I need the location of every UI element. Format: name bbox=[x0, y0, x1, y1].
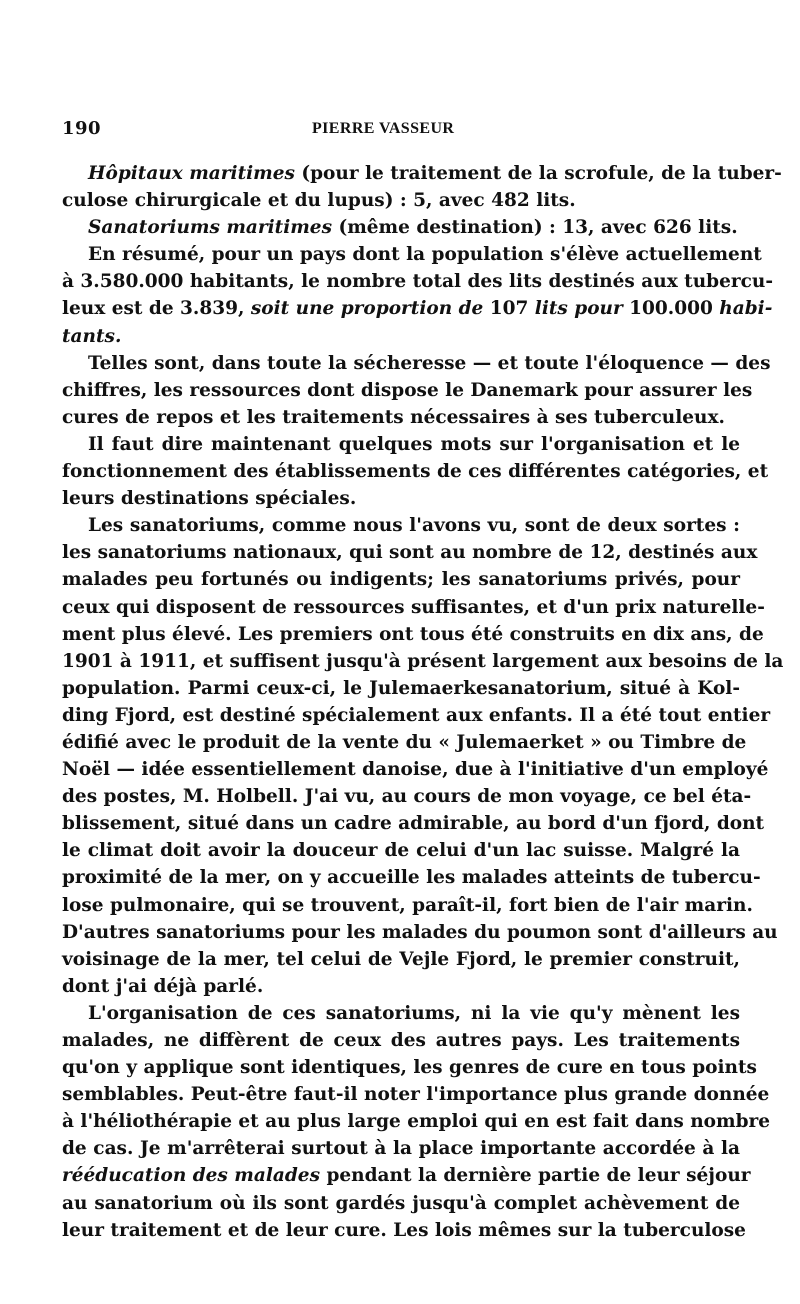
text-run: population. Parmi ceux-ci, le Julemaerkesanatorium, situé à Kol- bbox=[62, 677, 740, 699]
text-line bbox=[62, 648, 784, 675]
text-line bbox=[62, 458, 769, 485]
text-run: Telles sont, dans toute la sécheresse — et toute l'éloquence — des bbox=[88, 352, 771, 374]
text-run: le climat doit avoir la douceur de celui d'un lac suisse. Malgré la bbox=[62, 840, 740, 862]
italic-text: rééducation des malades bbox=[62, 1165, 320, 1187]
text-line bbox=[62, 1027, 740, 1054]
italic-text: habi- bbox=[719, 298, 773, 320]
text-line bbox=[62, 675, 740, 702]
text-run: ding Fjord, est destiné spécialement aux enfants. Il a été tout entier bbox=[62, 704, 771, 726]
text-line bbox=[62, 919, 778, 946]
text-run: proximité de la mer, on y accueille les malades atteints de tubercu- bbox=[62, 867, 761, 889]
text-run: ment plus élevé. Les premiers ont tous été construits en dix ans, de bbox=[62, 623, 764, 645]
text-line bbox=[62, 1162, 751, 1189]
text-run: Les sanatoriums, comme nous l'avons vu, sont de deux sortes : bbox=[88, 515, 740, 537]
text-line bbox=[62, 973, 740, 1000]
italic-text: Hôpitaux maritimes bbox=[88, 163, 295, 184]
text-run: cures de repos et les traitements nécessaires à ses tuberculeux. bbox=[62, 406, 725, 428]
text-run: leur traitement et de leur cure. Les lois mêmes sur la tuberculose bbox=[62, 1219, 746, 1241]
running-head bbox=[62, 118, 740, 146]
text-run: édifié avec le produit de la vente du « Julemaerket » ou Timbre de bbox=[62, 731, 747, 753]
text-run: lose pulmonaire, qui se trouvent, paraît-il, fort bien de l'air marin. bbox=[62, 894, 753, 916]
text-line bbox=[62, 1081, 770, 1108]
text-line bbox=[62, 431, 740, 458]
text-run: leurs destinations spéciales. bbox=[62, 488, 357, 510]
text-run: (même destination) : 13, avec 626 lits. bbox=[332, 217, 738, 239]
text-line bbox=[62, 837, 740, 864]
text-line bbox=[62, 187, 740, 214]
text-run: En résumé, pour un pays dont la population s'élève actuellement bbox=[88, 244, 762, 266]
text-run: Il faut dire maintenant quelques mots sur l'organisation et le bbox=[88, 433, 740, 455]
text-run: D'autres sanatoriums pour les malades du poumon sont d'ailleurs au bbox=[62, 921, 778, 943]
text-run: 107 bbox=[483, 298, 535, 320]
text-line bbox=[62, 350, 771, 377]
text-run: à l'héliothérapie et au plus large emploi qui en est fait dans nombre bbox=[62, 1111, 771, 1133]
text-run: de cas. Je m'arrêterai surtout à la place importante accordée à la bbox=[62, 1138, 740, 1160]
text-line bbox=[62, 160, 782, 187]
text-run: blissement, situé dans un cadre admirable, au bord d'un fjord, dont bbox=[62, 813, 765, 835]
text-run: à 3.580.000 habitants, le nombre total des lits destinés aux tubercu- bbox=[62, 271, 774, 293]
text-line bbox=[62, 377, 753, 404]
text-line bbox=[62, 295, 773, 322]
text-line bbox=[62, 783, 752, 810]
page-number: 190 bbox=[62, 118, 102, 139]
text-line bbox=[62, 323, 740, 350]
text-line bbox=[62, 702, 771, 729]
text-line bbox=[62, 1217, 746, 1244]
text-run: culose chirurgicale et du lupus) : 5, avec 482 lits. bbox=[62, 190, 576, 212]
text-run: pendant la dernière partie de leur séjour bbox=[320, 1165, 751, 1187]
text-run: leux est de 3.839, bbox=[62, 298, 251, 320]
text-run: malades peu fortunés ou indigents; les sanatoriums privés, pour bbox=[62, 569, 740, 591]
text-line bbox=[62, 566, 740, 593]
text-line bbox=[62, 404, 740, 431]
text-line bbox=[62, 756, 769, 783]
text-run: qu'on y applique sont identiques, les genres de cure en tous points bbox=[62, 1057, 757, 1079]
italic-text: soit une proportion de bbox=[250, 298, 484, 320]
text-run: les sanatoriums nationaux, qui sont au nombre de 12, destinés aux bbox=[62, 542, 758, 564]
text-line bbox=[62, 810, 765, 837]
body-text bbox=[62, 160, 784, 1244]
text-line bbox=[62, 268, 774, 295]
text-run: 100.000 bbox=[622, 298, 720, 320]
text-run: ceux qui disposent de ressources suffisantes, et d'un prix naturelle- bbox=[62, 596, 765, 618]
text-line bbox=[62, 512, 740, 539]
text-line bbox=[62, 539, 758, 566]
text-line bbox=[62, 729, 747, 756]
text-run: malades, ne diffèrent de ceux des autres pays. Les traitements bbox=[62, 1030, 740, 1051]
text-line bbox=[62, 594, 765, 621]
text-run: au sanatorium où ils sont gardés jusqu'à complet achèvement de bbox=[62, 1192, 740, 1214]
italic-text: Sanatoriums maritimes bbox=[88, 217, 332, 239]
text-line bbox=[62, 1108, 771, 1135]
text-line bbox=[62, 892, 753, 919]
text-line bbox=[62, 621, 764, 648]
text-line bbox=[62, 1000, 740, 1027]
text-line bbox=[62, 241, 762, 268]
text-run: 1901 à 1911, et suffisent jusqu'à présent largement aux besoins de la bbox=[62, 650, 784, 672]
text-line bbox=[62, 485, 740, 512]
text-run: Noël — idée essentiellement danoise, due à l'initiative d'un employé bbox=[62, 759, 769, 781]
italic-text: lits pour bbox=[534, 298, 623, 320]
running-title: PIERRE VASSEUR bbox=[312, 120, 455, 137]
text-line bbox=[62, 1190, 740, 1217]
text-run: dont j'ai déjà parlé. bbox=[62, 975, 264, 997]
text-run: fonctionnement des établissements de ces différentes catégories, et bbox=[62, 461, 769, 483]
text-line bbox=[62, 864, 761, 891]
text-run: semblables. Peut-être faut-il noter l'importance plus grande donnée bbox=[62, 1084, 770, 1106]
text-run: voisinage de la mer, tel celui de Vejle Fjord, le premier construit, bbox=[62, 948, 740, 970]
text-run: des postes, M. Holbell. J'ai vu, au cours de mon voyage, ce bel éta- bbox=[62, 786, 752, 808]
text-line bbox=[62, 214, 740, 241]
text-run: L'organisation de ces sanatoriums, ni la vie qu'y mènent les bbox=[88, 1002, 740, 1024]
text-line bbox=[62, 1135, 740, 1162]
text-run: (pour le traitement de la scrofule, de la tuber- bbox=[294, 163, 782, 184]
text-run: chiffres, les ressources dont dispose le Danemark pour assurer les bbox=[62, 379, 753, 401]
text-line bbox=[62, 946, 740, 973]
text-line bbox=[62, 1054, 757, 1081]
italic-text: tants. bbox=[62, 325, 122, 347]
